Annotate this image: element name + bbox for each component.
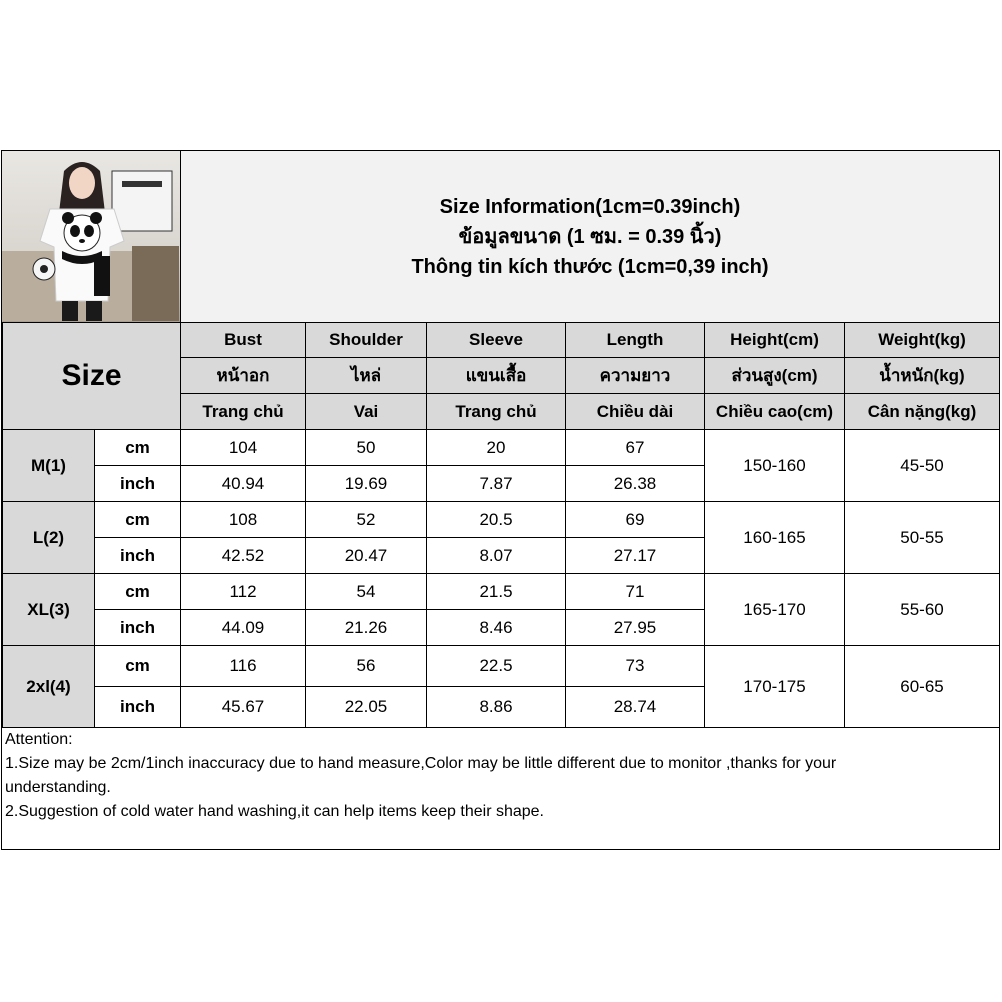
col-header-vi: Trang chủ: [427, 394, 566, 430]
cell-shoulder: 56: [306, 646, 427, 687]
table-row: [3, 430, 1000, 466]
cell-bust: 44.09: [181, 610, 306, 646]
unit-label: inch: [95, 466, 181, 502]
note-line: 1.Size may be 2cm/1inch inaccuracy due to hand measure,Color may be little different due to monitor ,thanks for your: [5, 755, 837, 772]
col-header-vi: Chiều cao(cm): [705, 394, 845, 430]
cell-weight: 60-65: [845, 646, 1000, 728]
attention-notes: [2, 728, 999, 824]
cell-sleeve: 8.07: [427, 538, 566, 574]
cell-bust: 108: [181, 502, 306, 538]
cell-length: 27.17: [566, 538, 705, 574]
unit-label: inch: [95, 687, 181, 728]
col-header-en: Sleeve: [427, 323, 566, 358]
col-header-th: ความยาว: [566, 358, 705, 394]
cell-weight: 55-60: [845, 574, 1000, 646]
cell-bust: 45.67: [181, 687, 306, 728]
col-header-th: แขนเสื้อ: [427, 358, 566, 394]
cell-height: 165-170: [705, 574, 845, 646]
title-english: Size Information(1cm=0.39inch): [439, 195, 741, 218]
col-header-vi: Vai: [306, 394, 427, 430]
product-photo: [2, 151, 181, 323]
size-label: 2xl(4): [3, 646, 95, 728]
size-table: [2, 322, 999, 728]
unit-label: cm: [95, 502, 181, 538]
cell-sleeve: 8.86: [427, 687, 566, 728]
col-header-th: ส่วนสูง(cm): [705, 358, 845, 394]
cell-bust: 116: [181, 646, 306, 687]
cell-shoulder: 50: [306, 430, 427, 466]
col-header-en: Length: [566, 323, 705, 358]
unit-label: inch: [95, 610, 181, 646]
unit-label: inch: [95, 538, 181, 574]
col-header-th: หน้าอก: [181, 358, 306, 394]
col-header-th: น้ำหนัก(kg): [845, 358, 1000, 394]
size-chart: [1, 150, 1000, 850]
cell-sleeve: 21.5: [427, 574, 566, 610]
notes-heading: Attention:: [5, 731, 73, 748]
cell-length: 69: [566, 502, 705, 538]
cell-height: 150-160: [705, 430, 845, 502]
cell-sleeve: 20.5: [427, 502, 566, 538]
cell-shoulder: 52: [306, 502, 427, 538]
cell-length: 71: [566, 574, 705, 610]
table-row: [3, 502, 1000, 538]
cell-shoulder: 54: [306, 574, 427, 610]
cell-length: 28.74: [566, 687, 705, 728]
col-header-vi: Cân nặng(kg): [845, 394, 1000, 430]
col-header-vi: Chiều dài: [566, 394, 705, 430]
note-line: 2.Suggestion of cold water hand washing,it can help items keep their shape.: [5, 803, 544, 820]
size-label: XL(3): [3, 574, 95, 646]
cell-shoulder: 21.26: [306, 610, 427, 646]
cell-height: 170-175: [705, 646, 845, 728]
cell-weight: 50-55: [845, 502, 1000, 574]
title-box: [181, 151, 999, 323]
note-line: understanding.: [5, 779, 111, 796]
unit-label: cm: [95, 646, 181, 687]
cell-sleeve: 20: [427, 430, 566, 466]
col-header-en: Shoulder: [306, 323, 427, 358]
cell-bust: 42.52: [181, 538, 306, 574]
size-label: L(2): [3, 502, 95, 574]
title-thai: ข้อมูลขนาด (1 ซม. = 0.39 นิ้ว): [458, 225, 722, 248]
cell-height: 160-165: [705, 502, 845, 574]
size-label: M(1): [3, 430, 95, 502]
model-illustration: [2, 151, 179, 321]
cell-bust: 40.94: [181, 466, 306, 502]
table-row: [3, 646, 1000, 687]
cell-bust: 112: [181, 574, 306, 610]
title-vietnamese: Thông tin kích thước (1cm=0,39 inch): [411, 255, 769, 278]
cell-sleeve: 8.46: [427, 610, 566, 646]
size-header: Size: [3, 323, 181, 430]
cell-length: 73: [566, 646, 705, 687]
cell-bust: 104: [181, 430, 306, 466]
cell-length: 27.95: [566, 610, 705, 646]
col-header-en: Height(cm): [705, 323, 845, 358]
cell-weight: 45-50: [845, 430, 1000, 502]
unit-label: cm: [95, 430, 181, 466]
col-header-th: ไหล่: [306, 358, 427, 394]
cell-sleeve: 7.87: [427, 466, 566, 502]
cell-length: 67: [566, 430, 705, 466]
unit-label: cm: [95, 574, 181, 610]
col-header-en: Bust: [181, 323, 306, 358]
cell-shoulder: 19.69: [306, 466, 427, 502]
cell-shoulder: 22.05: [306, 687, 427, 728]
cell-shoulder: 20.47: [306, 538, 427, 574]
col-header-vi: Trang chủ: [181, 394, 306, 430]
table-row: [3, 574, 1000, 610]
cell-sleeve: 22.5: [427, 646, 566, 687]
col-header-en: Weight(kg): [845, 323, 1000, 358]
cell-length: 26.38: [566, 466, 705, 502]
